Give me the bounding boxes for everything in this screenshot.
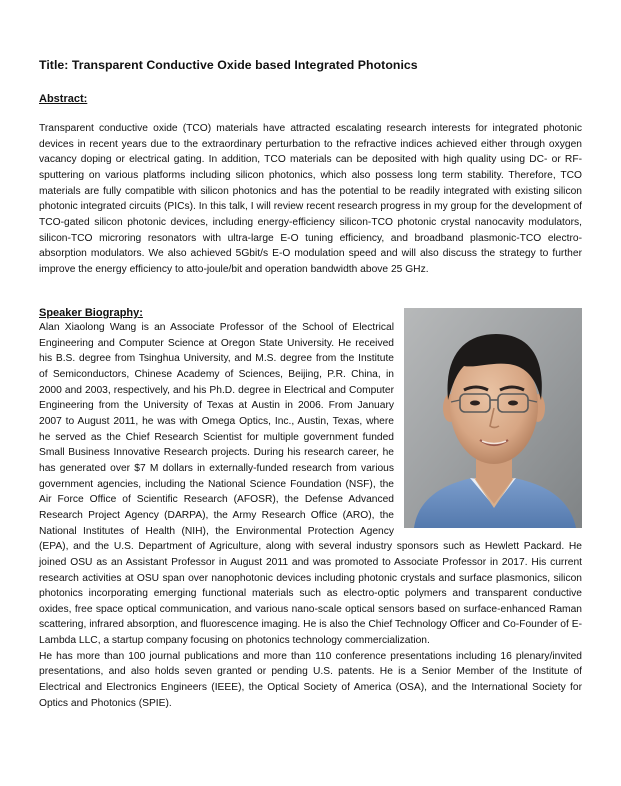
abstract-heading: Abstract: — [39, 93, 88, 105]
biography-paragraph-2: He has more than 100 journal publications and more than 110 conference presentations including 16 plenary/invited presentations, and also holds seven granted or pending U.S. patents. He is a Senior Member of the Institute of Electrical and Electronics Engineers (IEEE), the Optical Society of America (OSA), and the International Society for Optics and Photonics (SPIE). — [39, 650, 582, 709]
biography-heading: Speaker Biography: — [39, 307, 143, 319]
biography-paragraph-1: Alan Xiaolong Wang is an Associate Professor of the School of Electrical Engineering and Computer Science at Oregon State University. He received his B.S. degree from Tsinghua University, and M.S. degree from the Institute of Semiconductors, Chinese Academy of Sciences, Beijing, P.R. China, in 2000 and 2003, respectively, and his Ph.D. degree in Electrical and Computer Engineering from the University of Texas at Austin in 2006. From January 2007 to August 2011, he was with Omega Optics, Inc., Austin, Texas, where he served as the Chief Research Scientist for multiple government funded Small Business Innovative Research projects. During his research career, he has generated over $7 M dollars in externally-funded research from various government agencies, including the National Science Foundation (NSF), the Air Force Office of Scientific Research (AFOSR), the Defense Advanced Research Project Agency (DARPA), the Army Research Office (ARO), the National Institutes of Health (NIH), the Environmental Protection Agency (EPA), and the U.S. Department of Agriculture, along with several industry sponsors such as Hewlett Packard. He joined OSU as an Assistant Professor in August 2011 and was promoted to Associate Professor in 2017. His current research activities at OSU span over nanophotonic devices including photonic crystals and surface plasmonics, silicon photonics incorporating emerging functional materials such as electro-optic polymers and transparent conductive oxides, free space optical communication, and various nano-scale optical sensors based on surface-enhanced Raman scattering, infrared absorption, and fluorescence imaging. He is also the Chief Technology Officer and Co-Founder of E-Lambda LLC, a startup company focusing on photonics technology commercialization. — [39, 322, 582, 647]
document-title: Title: Transparent Conductive Oxide based Integrated Photonics — [39, 58, 418, 72]
abstract-paragraph: Transparent conductive oxide (TCO) materials have attracted escalating research interests for integrated photonic devices in recent years due to the extraordinary perturbation to the refractive indices achieved either through oxygen vacancy doping or electrical gating. In addition, TCO materials can be deposited with high quality using DC- or RF-sputtering on various platforms including silicon photonics, which also possess long term stability. Therefore, TCO materials are fully compatible with silicon photonics and has the potential to be readily integrated with existing silicon photonic integrated circuits (PICs). In this talk, I will review recent research progress in my group for the development of TCO-gated silicon photonic devices, including energy-efficiency silicon-TCO photonic crystal nanocavity modulators, silicon-TCO microring resonators with ultra-large E-O tuning efficiency, and broadband plasmonic-TCO electro-absorption modulators. We also achieved 5Gbit/s E-O modulation speed and will also discuss the strategy to further improve the energy efficiency to atto-joule/bit and operation bandwidth above 25 GHz. — [39, 123, 582, 275]
speaker-portrait — [404, 308, 582, 528]
biography-section — [39, 320, 582, 711]
